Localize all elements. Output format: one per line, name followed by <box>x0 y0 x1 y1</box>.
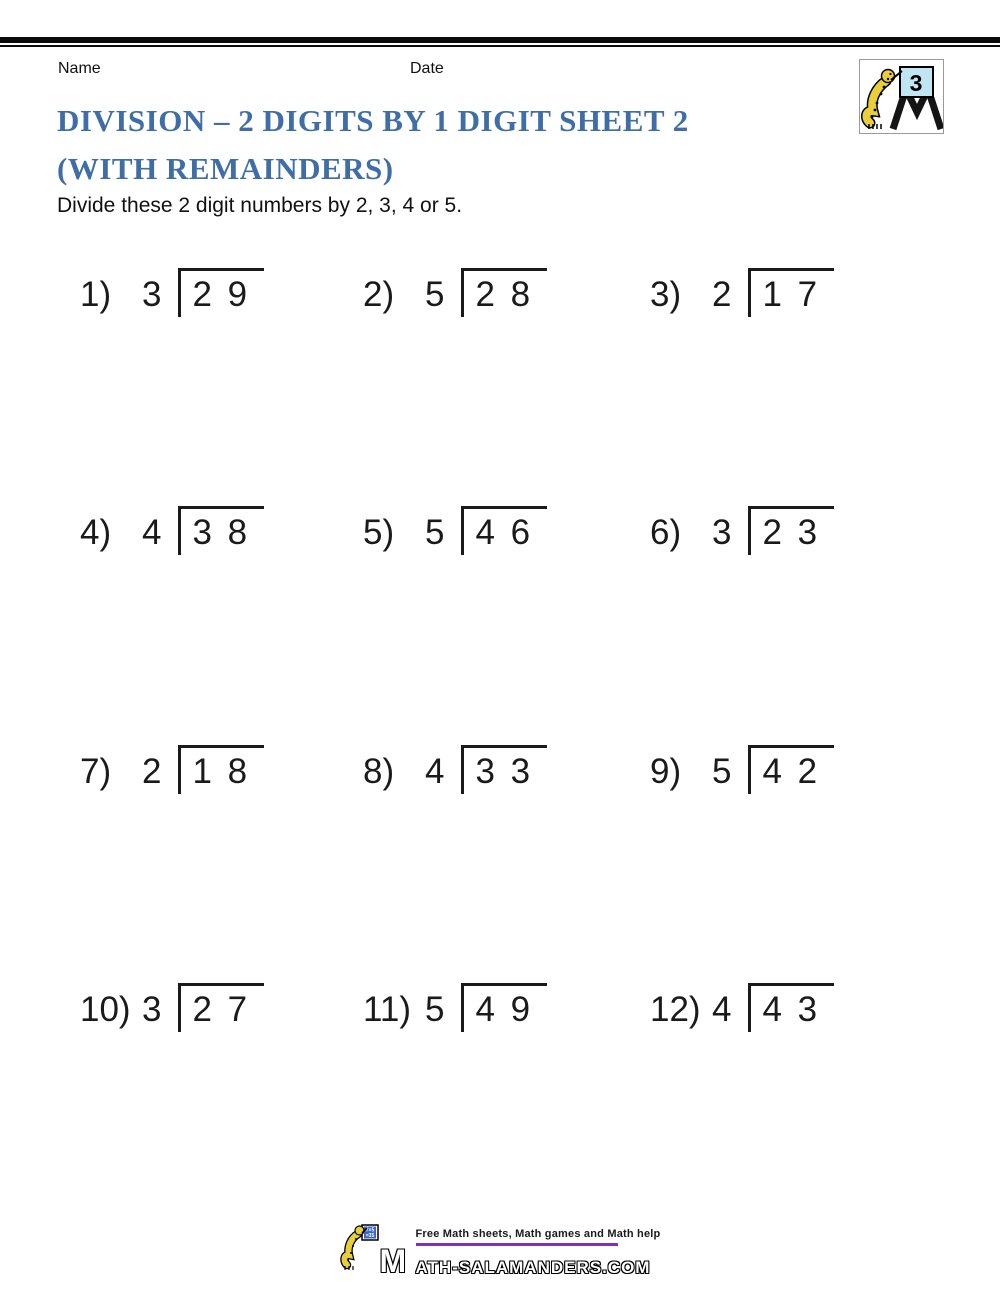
division-bracket-dividend: 4 3 <box>748 983 834 1032</box>
problem-12 <box>650 983 834 1032</box>
problem-number: 7) <box>80 752 112 791</box>
instruction-text: Divide these 2 digit numbers by 2, 3, 4 or 5. <box>57 194 463 217</box>
salamander-eye <box>889 73 891 75</box>
problem-3 <box>650 268 834 317</box>
footer-salamander-head <box>355 1226 364 1235</box>
footer-logo <box>0 1223 1000 1279</box>
salamander-easel-icon <box>860 60 943 133</box>
division-bracket-dividend: 2 8 <box>461 268 547 317</box>
divisor: 2 <box>712 275 732 314</box>
division-bracket-dividend: 2 7 <box>178 983 264 1032</box>
divisor: 3 <box>142 990 162 1029</box>
division-bracket-dividend: 1 8 <box>178 745 264 794</box>
problem-number: 1) <box>80 275 112 314</box>
divisor: 5 <box>425 275 445 314</box>
worksheet-subtitle: (WITH REMAINDERS) <box>57 151 394 186</box>
problem-number: 5) <box>363 513 395 552</box>
division-bracket-dividend: 4 2 <box>748 745 834 794</box>
spot <box>876 102 879 105</box>
footer-site-rest: ATH-SALAMANDERS.COM <box>415 1257 651 1277</box>
problem-number: 8) <box>363 752 395 791</box>
divisor: 5 <box>425 990 445 1029</box>
spot <box>352 1245 354 1247</box>
spot <box>880 93 883 96</box>
problem-number: 6) <box>650 513 682 552</box>
top-rule-thin <box>0 45 1000 47</box>
worksheet-title: DIVISION – 2 DIGITS BY 1 DIGIT SHEET 2 <box>57 103 689 138</box>
board-number: 3 <box>909 70 923 96</box>
problem-9 <box>650 745 834 794</box>
spot <box>883 86 886 89</box>
problem-10 <box>80 983 264 1032</box>
divisor: 3 <box>142 275 162 314</box>
problem-4 <box>80 506 264 555</box>
problem-number: 10) <box>80 990 131 1029</box>
spot <box>871 116 874 119</box>
footer-board-line1: 7×5 <box>365 1227 374 1234</box>
spot <box>887 78 889 80</box>
problem-6 <box>650 506 834 555</box>
name-label: Name <box>58 60 101 77</box>
divisor: 4 <box>142 513 162 552</box>
spot <box>350 1252 352 1254</box>
footer-board-line2: =35 <box>365 1233 374 1239</box>
problem-7 <box>80 745 264 794</box>
division-bracket-dividend: 1 7 <box>748 268 834 317</box>
problem-number: 9) <box>650 752 682 791</box>
division-bracket-dividend: 2 3 <box>748 506 834 555</box>
spot <box>355 1238 357 1240</box>
division-bracket-dividend: 3 3 <box>461 745 547 794</box>
division-bracket-dividend: 2 9 <box>178 268 264 317</box>
footer-purple-rule <box>416 1243 618 1246</box>
division-bracket-dividend: 4 9 <box>461 983 547 1032</box>
problem-number: 4) <box>80 513 112 552</box>
problem-5 <box>363 506 547 555</box>
divisor: 4 <box>712 990 732 1029</box>
problem-8 <box>363 745 547 794</box>
top-rule-thick <box>0 37 1000 43</box>
salamander-head <box>882 70 895 83</box>
footer-tagline: Free Math sheets, Math games and Math help <box>415 1228 661 1240</box>
problem-number: 11) <box>363 990 411 1029</box>
divisor: 5 <box>712 752 732 791</box>
spot <box>347 1259 349 1261</box>
divisor: 3 <box>712 513 732 552</box>
problem-11 <box>363 983 547 1032</box>
problem-number: 2) <box>363 275 395 314</box>
problem-2 <box>363 268 547 317</box>
date-label: Date <box>410 60 444 77</box>
divisor: 5 <box>425 513 445 552</box>
problem-number: 12) <box>650 990 701 1029</box>
division-bracket-dividend: 4 6 <box>461 506 547 555</box>
footer-site-text <box>379 1243 661 1279</box>
math-salamanders-corner-logo <box>859 59 944 134</box>
divisor: 2 <box>142 752 162 791</box>
spot <box>874 109 877 112</box>
division-bracket-dividend: 3 8 <box>178 506 264 555</box>
divisor: 4 <box>425 752 445 791</box>
problem-number: 3) <box>650 275 682 314</box>
problem-1 <box>80 268 264 317</box>
footer-salamander-icon <box>340 1223 380 1270</box>
footer-site-m: M <box>379 1243 408 1279</box>
